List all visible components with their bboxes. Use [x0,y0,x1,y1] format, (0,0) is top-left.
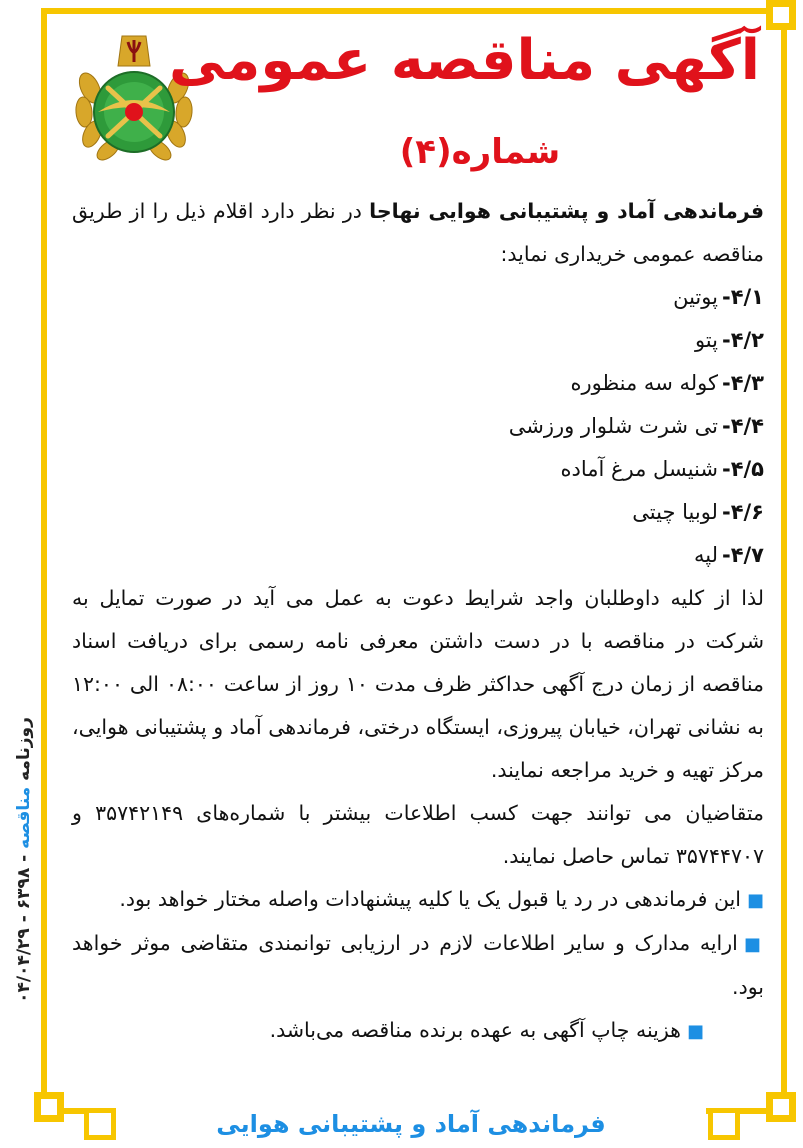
caption-suffix: - ۶۳۹۸ - ۰۴/۰۴/۲۹ [14,854,34,1003]
intro-text: در نظر دارد اقلام ذیل را از طریق مناقصه عمومی خریداری نماید: [72,199,764,266]
caption-text [14,717,34,1003]
item-number: ۴/۳- [721,371,764,395]
newspaper-caption [6,690,42,1030]
item-label: لپه [693,543,718,567]
intro-paragraph [72,190,764,276]
list-item [72,534,764,577]
organization-name: فرماندهی آماد و پشتیبانی هوایی نهاجا [369,199,764,223]
footer-square-right [708,1108,740,1140]
item-label: پتو [694,328,718,352]
ad-body [72,190,764,1053]
item-label: تی شرت شلوار ورزشی [508,414,718,438]
list-item [72,405,764,448]
item-label: پوتین [673,285,718,309]
item-number: ۴/۷- [721,543,764,567]
invitation-paragraph: لذا از کلیه داوطلبان واجد شرایط دعوت به عمل می آید در صورت تمایل به شرکت در مناقصه با در دست داشتن معرفی نامه رسمی برای دریافت اسناد مناقصه از زمان درج آگهی حداکثر ظرف مدت ۱۰ روز از ساعت ۰۸:۰۰ الی ۱۲:۰۰ به نشانی تهران، خیابان پیروزی، ایستگاه درختی، فرماندهی آماد و پشتیبانی هوایی، مرکز تهیه و خرید مراجعه نمایند. [72,586,765,782]
footer-organization: فرماندهی آماد و پشتیبانی هوایی [116,1104,706,1144]
item-label: لوبیا چیتی [632,500,718,524]
list-item [72,362,764,405]
note-item [72,1009,764,1053]
list-item [72,319,764,362]
ad-title: آگهی مناقصه عمومی [169,28,760,93]
caption-brand: مناقصه [14,786,34,849]
note-item [72,878,764,922]
item-number: ۴/۲- [721,328,764,352]
item-label: کوله سه منظوره [570,371,718,395]
note-text: هزینه چاپ آگهی به عهده برنده مناقصه می‌باشد. [269,1018,681,1042]
ad-number: شماره(۴) [399,132,561,172]
bullet-square-icon: ■ [746,890,764,911]
contact-paragraph: متقاضیان می توانند جهت کسب اطلاعات بیشتر با شماره‌های ۳۵۷۴۲۱۴۹ و ۳۵۷۴۴۷۰۷ تماس حاصل نمایند. [72,801,764,868]
item-number: ۴/۱- [721,285,764,309]
note-text: ارایه مدارک و سایر اطلاعات لازم در ارزیابی توانمندی متقاضی موثر خواهد بود. [72,931,764,999]
bullet-square-icon: ■ [686,1021,704,1042]
footer-square-left [84,1108,116,1140]
item-label: شنیسل مرغ آماده [560,457,718,481]
item-number: ۴/۴- [721,414,764,438]
item-number: ۴/۶- [721,500,764,524]
frame-corner-top-right [766,0,796,30]
caption-prefix: روزنامه [14,717,34,781]
note-text: این فرماندهی در رد یا قبول یک یا کلیه پیشنهادات واصله مختار خواهد بود. [119,887,741,911]
bullet-square-icon: ■ [743,934,764,955]
item-number: ۴/۵- [721,457,764,481]
list-item [72,276,764,319]
list-item [72,491,764,534]
list-item [72,448,764,491]
note-item [72,922,764,1009]
frame-corner-bottom-left [34,1092,64,1122]
frame-corner-bottom-right [766,1092,796,1122]
